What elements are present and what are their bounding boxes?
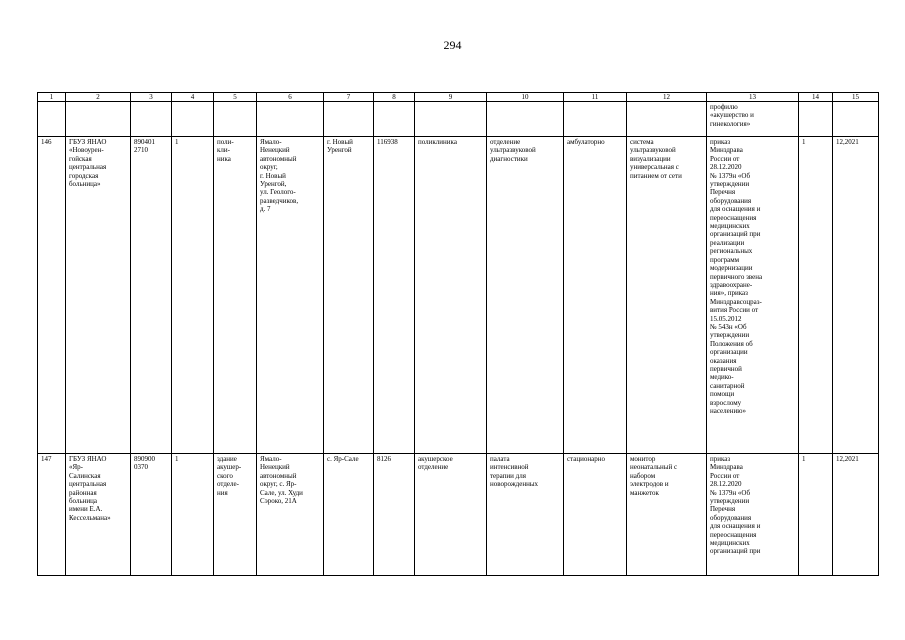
header-col-8: 8 bbox=[374, 93, 415, 102]
table-cell bbox=[131, 102, 172, 137]
building-type-cell: здание акушер- ского отделе- ния bbox=[214, 454, 257, 576]
care-mode-cell: стационарно bbox=[564, 454, 627, 576]
header-col-10: 10 bbox=[487, 93, 564, 102]
table-cell bbox=[38, 102, 66, 137]
header-col-3: 3 bbox=[131, 93, 172, 102]
table-header bbox=[38, 93, 879, 102]
table-cell bbox=[66, 102, 131, 137]
row-number-cell: 147 bbox=[38, 454, 66, 576]
legal-basis-cell: профилю «акушерство и гинекология» bbox=[707, 102, 799, 137]
count-cell: 1 bbox=[172, 137, 214, 454]
equipment-cell: монитор неонатальный с набором электродов и манжеток bbox=[627, 454, 707, 576]
department-cell: палата интенсивной терапии для новорожденных bbox=[487, 454, 564, 576]
department-cell: отделение ультразвуковой диагностики bbox=[487, 137, 564, 454]
unit-cell: акушерское отделение bbox=[415, 454, 487, 576]
row-number-cell: 146 bbox=[38, 137, 66, 454]
settlement-cell: г. Новый Уренгой bbox=[324, 137, 374, 454]
inn-cell: 890401 2710 bbox=[131, 137, 172, 454]
address-cell: Ямало- Ненецкий автономный округ, г. Новый Уренгой, ул. Геолого- разведчиков, д. 7 bbox=[257, 137, 324, 454]
table-cell bbox=[627, 102, 707, 137]
equipment-cell: система ультразвуковой визуализации универсальная с питанием от сети bbox=[627, 137, 707, 454]
table-cell bbox=[324, 102, 374, 137]
table-cell bbox=[415, 102, 487, 137]
header-col-13: 13 bbox=[707, 93, 799, 102]
header-col-7: 7 bbox=[324, 93, 374, 102]
quantity-cell: 1 bbox=[799, 454, 833, 576]
page-number: 294 bbox=[443, 38, 462, 52]
date-cell: 12,2021 bbox=[833, 454, 879, 576]
care-mode-cell: амбулаторно bbox=[564, 137, 627, 454]
table-cell bbox=[374, 102, 415, 137]
header-col-5: 5 bbox=[214, 93, 257, 102]
count-cell: 1 bbox=[172, 454, 214, 576]
building-type-cell: поли- кли- ника bbox=[214, 137, 257, 454]
table-cell bbox=[214, 102, 257, 137]
equipment-table bbox=[37, 92, 879, 576]
quantity-cell: 1 bbox=[799, 137, 833, 454]
table-cell bbox=[172, 102, 214, 137]
header-col-6: 6 bbox=[257, 93, 324, 102]
inn-cell: 890900 0370 bbox=[131, 454, 172, 576]
address-cell: Ямало- Ненецкий автономный округ, с. Яр- Сале, ул. Худи Сэроко, 21А bbox=[257, 454, 324, 576]
continuation-row bbox=[38, 102, 879, 137]
header-col-15: 15 bbox=[833, 93, 879, 102]
header-col-4: 4 bbox=[172, 93, 214, 102]
legal-basis-cell: приказ Минздрава России от 28.12.2020 № 1379н «Об утверждении Перечня оборудования для оснащения и переоснащения медицинских организаций при bbox=[707, 454, 799, 576]
header-row bbox=[38, 93, 879, 102]
table-cell bbox=[257, 102, 324, 137]
header-col-1: 1 bbox=[38, 93, 66, 102]
header-col-12: 12 bbox=[627, 93, 707, 102]
table-cell bbox=[487, 102, 564, 137]
table-row bbox=[38, 137, 879, 454]
table-cell bbox=[799, 102, 833, 137]
table-cell bbox=[833, 102, 879, 137]
legal-basis-cell: приказ Минздрава России от 28.12.2020 № 1379н «Об утверждении Перечня оборудования для оснащения и переоснащения медицинских организаций при реализации региональных программ модернизации первичного звена здравоохране- ния», приказ Минздравсоцраз- вития России от 15.05.2012 № 543н «Об утверждении Положения об организации оказания первичной медико- санитарной помощи взрослому населению» bbox=[707, 137, 799, 454]
date-cell: 12,2021 bbox=[833, 137, 879, 454]
header-col-11: 11 bbox=[564, 93, 627, 102]
header-col-14: 14 bbox=[799, 93, 833, 102]
table-row bbox=[38, 454, 879, 576]
organization-cell: ГБУЗ ЯНАО «Новоурен- гойская центральная городская больница» bbox=[66, 137, 131, 454]
header-col-2: 2 bbox=[66, 93, 131, 102]
organization-cell: ГБУЗ ЯНАО «Яр- Салинская центральная районная больница имени Е.А. Кессельмана» bbox=[66, 454, 131, 576]
table-cell bbox=[564, 102, 627, 137]
population-cell: 8126 bbox=[374, 454, 415, 576]
unit-cell: поликлиника bbox=[415, 137, 487, 454]
header-col-9: 9 bbox=[415, 93, 487, 102]
settlement-cell: с. Яр-Сале bbox=[324, 454, 374, 576]
population-cell: 116938 bbox=[374, 137, 415, 454]
